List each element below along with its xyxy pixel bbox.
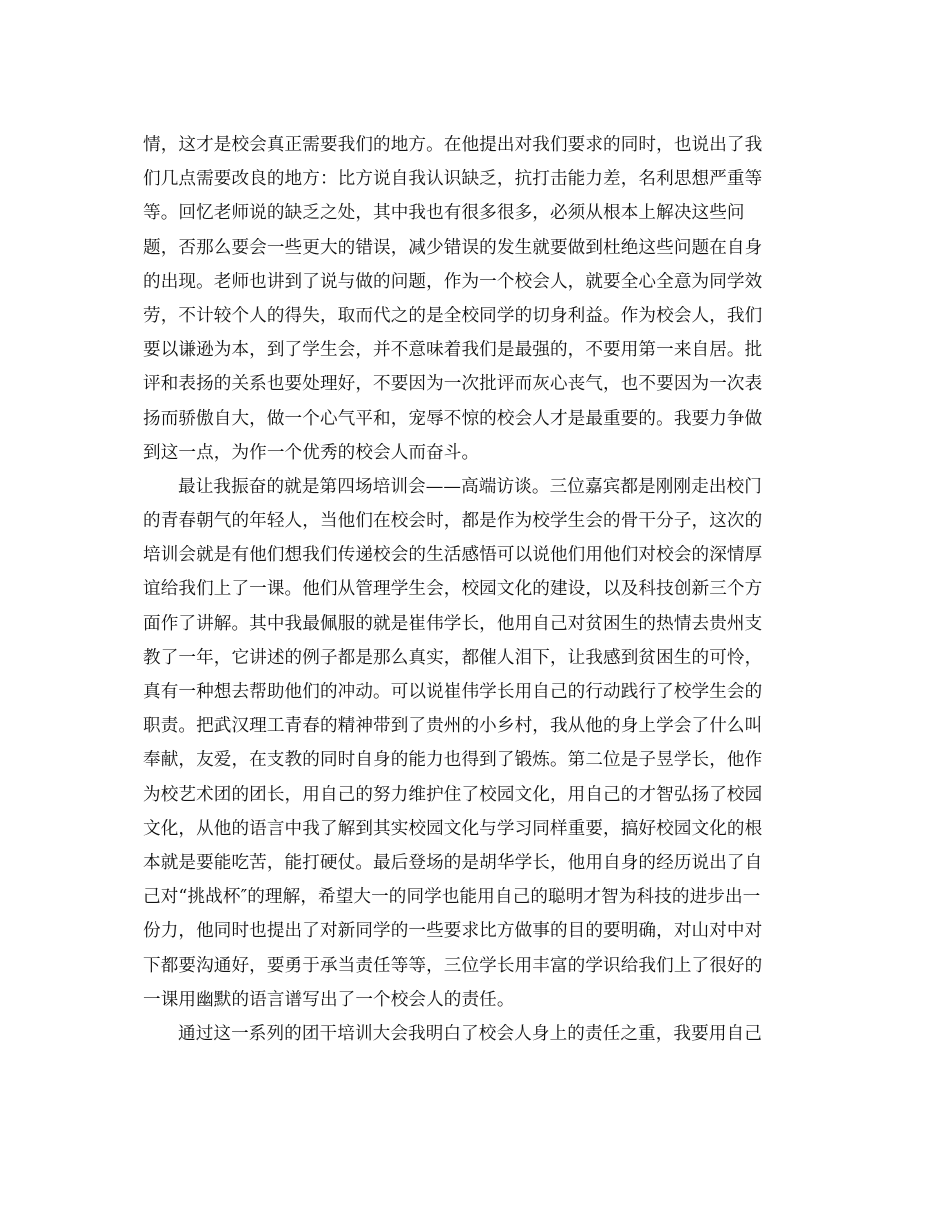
paragraph-start-line: 通过这一系列的团干培训大会我明白了校会人身上的责任之重，我要用自己 — [178, 1023, 762, 1044]
text-line: 己对“挑战杯″的理解，希望大一的同学也能用自己的聪明才智为科技的进步出一 — [143, 887, 761, 908]
text-line: 扬而骄傲自大，做一个心气平和，宠辱不惊的校会人才是最重要的。我要力争做 — [143, 408, 763, 429]
text-line: 们几点需要改良的地方：比方说自我认识缺乏，抗打击能力差，名利思想严重等 — [143, 169, 763, 190]
text-line: 教了一年，它讲述的例子都是那么真实，都催人泪下，让我感到贫困生的可怜， — [143, 647, 763, 668]
text-line: 等。回忆老师说的缺乏之处，其中我也有很多很多，必须从根本上解决这些问 — [143, 203, 745, 224]
text-line: 一课用幽默的语言谱写出了一个校会人的责任。 — [143, 989, 515, 1010]
text-line: 的青春朝气的年轻人，当他们在校会时，都是作为校学生会的骨干分子，这次的 — [143, 511, 763, 532]
text-line: 的出现。老师也讲到了说与做的问题，作为一个校会人，就要全心全意为同学效 — [143, 271, 763, 292]
text-line: 要以谦逊为本，到了学生会，并不意味着我们是最强的，不要用第一来自居。批 — [143, 340, 763, 361]
document-body — [143, 128, 811, 1051]
text-line: 奉献，友爱，在支教的同时自身的能力也得到了锻炼。第二位是子昱学长，他作 — [143, 750, 763, 771]
text-line: 评和表扬的关系也要处理好，不要因为一次批评而灰心丧气，也不要因为一次表 — [143, 374, 763, 395]
text-line: 情，这才是校会真正需要我们的地方。在他提出对我们要求的同时，也说出了我 — [143, 135, 763, 155]
text-line: 下都要沟通好，要勇于承当责任等等，三位学长用丰富的学识给我们上了很好的 — [143, 955, 763, 976]
text-line: 题，否那么要会一些更大的错误，减少错误的发生就要做到杜绝这些问题在自身 — [143, 237, 763, 258]
text-line: 培训会就是有他们想我们传递校会的生活感悟可以说他们用他们对校会的深情厚 — [143, 545, 763, 566]
text-line: 谊给我们上了一课。他们从管理学生会，校园文化的建设，以及科技创新三个方 — [143, 579, 763, 600]
text-line: 真有一种想去帮助他们的冲动。可以说崔伟学长用自己的行动践行了校学生会的 — [143, 682, 763, 702]
text-line: 文化，从他的语言中我了解到其实校园文化与学习同样重要，搞好校园文化的根 — [143, 818, 763, 839]
text-line: 职责。把武汉理工青春的精神带到了贵州的小乡村，我从他的身上学会了什么叫 — [143, 716, 763, 737]
text-line: 到这一点，为作一个优秀的校会人而奋斗。 — [143, 442, 480, 463]
paragraph-start-line: 最让我振奋的就是第四场培训会——高端访谈。三位嘉宾都是刚刚走出校门 — [178, 476, 762, 497]
text-line: 份力，他同时也提出了对新同学的一些要求比方做事的目的要明确，对山对中对 — [143, 921, 763, 942]
text-line: 劳，不计较个人的得失，取而代之的是全校同学的切身利益。作为校会人，我们 — [143, 305, 763, 326]
text-line: 面作了讲解。其中我最佩服的就是崔伟学长，他用自己对贫困生的热情去贵州支 — [143, 613, 763, 634]
text-line: 本就是要能吃苦，能打硬仗。最后登场的是胡华学长，他用自身的经历说出了自 — [143, 852, 763, 873]
text-line: 为校艺术团的团长，用自己的努力维护住了校园文化，用自己的才智弘扬了校园 — [143, 784, 763, 805]
